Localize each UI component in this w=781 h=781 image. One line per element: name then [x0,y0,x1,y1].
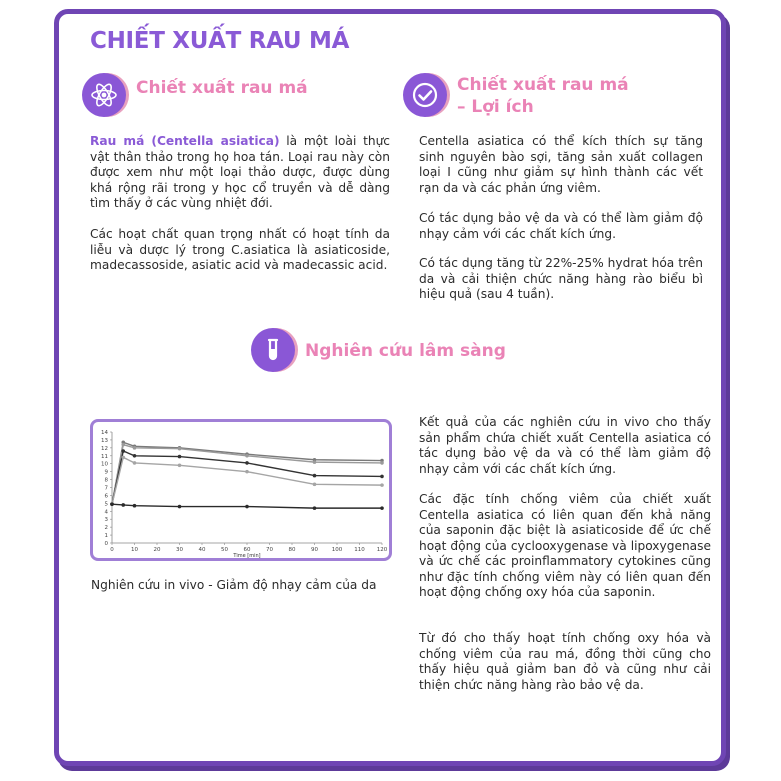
chart-frame [90,419,392,561]
series-2-point [121,443,125,447]
x-tick-label: 50 [221,547,228,553]
research-paragraph-1: Kết quả của các nghiên cứu in vivo cho thấy sản phẩm chứa chiết xuất Centella asiatica có tác dụng bảo vệ da và có thể làm giảm độ nhạy cảm với các chất kích ứng. [419,415,711,476]
y-tick-label: 5 [104,501,108,508]
section-research-header [251,328,506,372]
y-tick-label: 3 [104,517,108,524]
series-4-point [121,456,125,460]
y-tick-label: 11 [101,453,108,460]
series-4-point [245,470,249,474]
y-tick-label: 1 [104,533,108,540]
x-tick-label: 0 [110,547,114,553]
extract-p1-text: là một loài thực vật thân thảo trong họ hoa tán. Loại rau này còn được xem như một loại thảo dược, được dùng khá rộng rãi trong y học cổ truyền và dễ dàng tìm thấy ở các vùng nhiệt đới. [90,134,390,210]
series-5-point [245,505,249,509]
section-benefits-title [457,74,629,118]
x-tick-label: 60 [243,547,251,553]
y-tick-label: 8 [104,477,108,484]
y-tick-label: 14 [101,430,108,436]
series-3-point [178,455,182,459]
section-research-title: Nghiên cứu lâm sàng [305,341,506,361]
series-4-point [178,464,182,468]
extract-paragraph-2: Các hoạt chất quan trọng nhất có hoạt tính da liễu và dược lý trong C.asiatica là asiaticoside, madecassoside, asiatic acid và madecassic acid. [90,227,390,272]
x-tick-label: 40 [198,547,206,553]
extract-paragraph-1 [90,134,390,212]
y-tick-label: 9 [104,469,108,476]
series-5-point [133,504,137,508]
y-tick-label: 2 [104,525,108,532]
x-tick-label: 10 [131,547,138,553]
benefits-paragraph-3: Có tác dụng tăng từ 22%-25% hydrat hóa trên da và cải thiện chức năng hàng rào biểu bì hiệu quả (sau 4 tuần). [419,256,703,301]
x-tick-label: 90 [311,547,318,553]
series-3-point [313,474,317,478]
benefits-paragraph-2: Có tác dụng bảo vệ da và có thể làm giảm độ nhạy cảm với các chất kích ứng. [419,211,703,241]
series-3-point [245,461,249,465]
series-3-point [380,475,384,479]
series-line-3 [112,451,382,504]
series-2-point [380,461,384,465]
check-circle-icon [403,73,447,117]
x-axis-label: Time [min] [233,553,261,558]
section-benefits-header [403,73,629,118]
series-4-point [380,483,384,487]
section-benefits-title-line1: Chiết xuất rau má [457,75,629,95]
page-title: CHIẾT XUẤT RAU MÁ [90,28,350,54]
series-2-point [178,447,182,451]
series-2-point [313,460,317,464]
line-chart [93,422,389,558]
y-tick-label: 4 [104,509,108,516]
y-tick-label: 7 [104,485,108,492]
chart-caption: Nghiên cứu in vivo - Giảm độ nhạy cảm của da [91,578,377,592]
series-4-point [133,461,137,465]
x-tick-label: 80 [288,547,296,553]
benefits-paragraph-1: Centella asiatica có thể kích thích sự tăng sinh nguyên bào sợi, tăng sản xuất collagen loại I cũng như giảm sự hình thành các vết rạn da và các phản ứng viêm. [419,134,703,195]
series-5-point [380,506,384,510]
research-paragraph-2: Các đặc tính chống viêm của chiết xuất Centella asiatica có liên quan đến khả năng của saponin đặc biệt là asiaticoside để ức chế hoạt động của cyclooxygenase và lipoxygenase và ức chế các proinflammatory cytokines cũng như đặc tính chống viêm này có liên quan đến hoạt động chống oxy hóa của saponin. [419,492,711,599]
series-5-point [121,503,125,507]
series-5-point [178,505,182,509]
series-5-point [110,502,114,506]
section-extract-header [82,73,308,117]
y-tick-label: 6 [104,493,108,500]
section-extract-title: Chiết xuất rau má [136,78,308,98]
x-tick-label: 120 [376,547,388,553]
series-3-point [133,454,137,458]
research-paragraph-3: Từ đó cho thấy hoạt tính chống oxy hóa và chống viêm của rau má, đồng thời cũng cho thấy hiệu quả giảm ban đỏ và cũng như cải thiện chức năng hàng rào bảo vệ da. [419,631,711,692]
x-tick-label: 110 [354,547,365,553]
x-tick-label: 30 [176,547,183,553]
y-tick-label: 0 [104,541,108,547]
y-tick-label: 12 [101,445,108,452]
x-tick-label: 20 [153,547,161,553]
y-tick-label: 13 [101,437,108,444]
section-benefits-title-line2: – Lợi ích [457,97,534,117]
series-2-point [245,454,249,458]
series-2-point [133,446,137,450]
series-4-point [313,483,317,487]
x-tick-label: 70 [266,547,273,553]
x-tick-label: 100 [331,547,343,553]
series-3-point [121,449,125,453]
y-tick-label: 10 [101,461,108,468]
centella-highlight: Rau má (Centella asiatica) [90,134,280,148]
atom-icon [82,73,126,117]
test-tube-icon [251,328,295,372]
series-5-point [313,506,317,510]
